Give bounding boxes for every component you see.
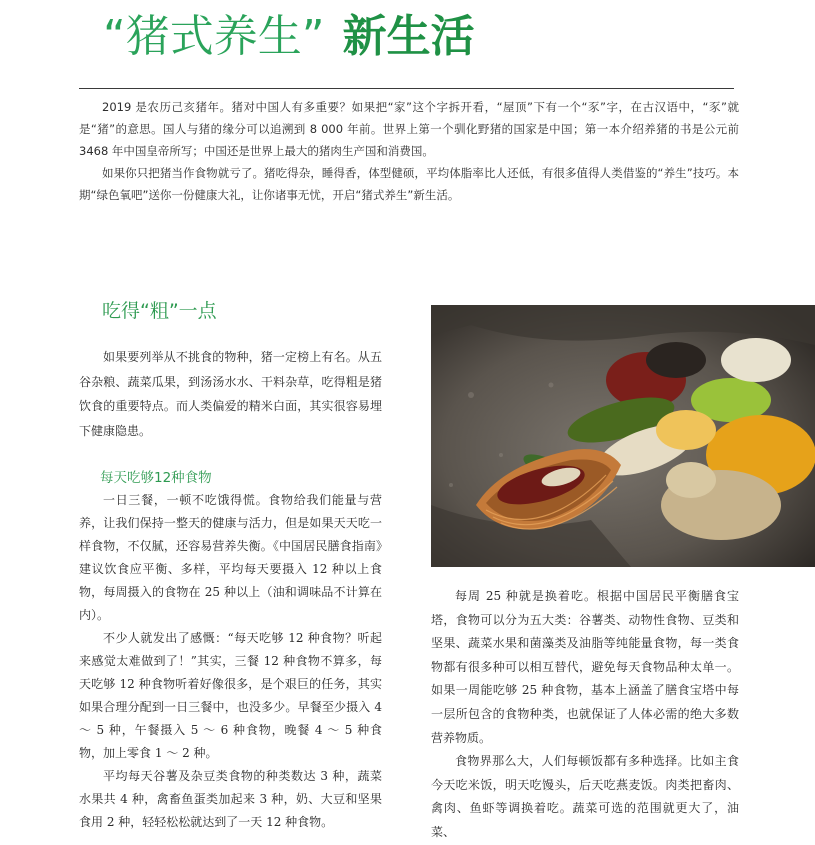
title-divider (79, 88, 734, 89)
title-quoted-part: “猪式养生” (103, 11, 325, 62)
section-body-left (79, 345, 382, 443)
subsection-title: 每天吃够12种食物 (100, 470, 212, 486)
intro-paragraph-2: 如果你只把猪当作食物就亏了。猪吃得杂，睡得香，体型健硕，平均体脂率比人还低，有很多值得人类借鉴的“养生”技巧。本期“绿色氧吧”送你一份健康大礼，让你诸事无忧，开启“猪式养生”新生活。 (79, 166, 739, 202)
title-bold-part: 新生活 (342, 11, 475, 62)
subsection-paragraph-1: 一日三餐，一顿不吃饿得慌。食物给我们能量与营养，让我们保持一整天的健康与活力，但是如果天天吃一样食物，不仅腻，还容易营养失衡。《中国居民膳食指南》建议饮食应平衡、多样，平均每天要摄入 12 种以上食物，每周摄入的食物在 25 种以上（油和调味品不计算在内）。 (79, 493, 382, 622)
section-paragraph-1: 如果要列举从不挑食的物种，猪一定榜上有名。从五谷杂粮、蔬菜瓜果，到汤汤水水、干料杂草，吃得粗是猪饮食的重要特点。而人类偏爱的精米白面，其实很容易埋下健康隐患。 (79, 350, 382, 438)
subsection-body-left (79, 489, 382, 834)
subsection-paragraph-3: 平均每天谷薯及杂豆类食物的种类数达 3 种，蔬菜水果共 4 种，禽畜鱼蛋类加起来 3 种，奶、大豆和坚果食用 2 种，轻轻松松就达到了一天 12 种食物。 (79, 769, 382, 829)
right-paragraph-1: 每周 25 种就是换着吃。根据中国居民平衡膳食宝塔，食物可以分为五大类：谷薯类、动物性食物、豆类和坚果、蔬菜水果和菌藻类及油脂等纯能量食物，每一类食物都有很多种可以相互替代，避免每天食物品种太单一。如果一周能吃够 25 种食物，基本上涵盖了膳食宝塔中每一层所包含的食物种类，也就保证了人体必需的绝大多数营养物质。 (431, 589, 739, 745)
section-title: 吃得“粗”一点 (102, 300, 217, 322)
right-paragraph-2: 食物界那么大，人们每顿饭都有多种选择。比如主食今天吃米饭，明天吃馒头，后天吃燕麦饭。肉类把畜肉、禽肉、鱼虾等调换着吃。蔬菜可选的范围就更大了，油菜、 (431, 754, 739, 839)
grains-photo (431, 305, 815, 567)
intro-paragraph-1: 2019 是农历己亥猪年。猪对中国人有多重要？如果把“家”这个字拆开看，“屋顶”下有一个“豕”字，在古汉语中，“豕”就是“猪”的意思。国人与猪的缘分可以追溯到 8 000 年前。世界上第一个驯化野猪的国家是中国；第一本介绍养猪的书是公元前 3468 年中国皇帝所写；中国还是世界上最大的猪肉生产国和消费国。 (79, 100, 739, 158)
page-title (103, 4, 475, 70)
section-body-right (431, 585, 739, 845)
intro-block (79, 96, 739, 206)
subsection-paragraph-2: 不少人就发出了感慨：“每天吃够 12 种食物？听起来感觉太难做到了！”其实，三餐 12 种食物不算多，每天吃够 12 种食物听着好像很多，是个艰巨的任务，其实如果合理分配到一日三餐中，也没多少。早餐至少摄入 4 ～ 5 种，午餐摄入 5 ～ 6 种食物，晚餐 4 ～ 5 种食物，加上零食 1 ～ 2 种。 (79, 631, 382, 760)
